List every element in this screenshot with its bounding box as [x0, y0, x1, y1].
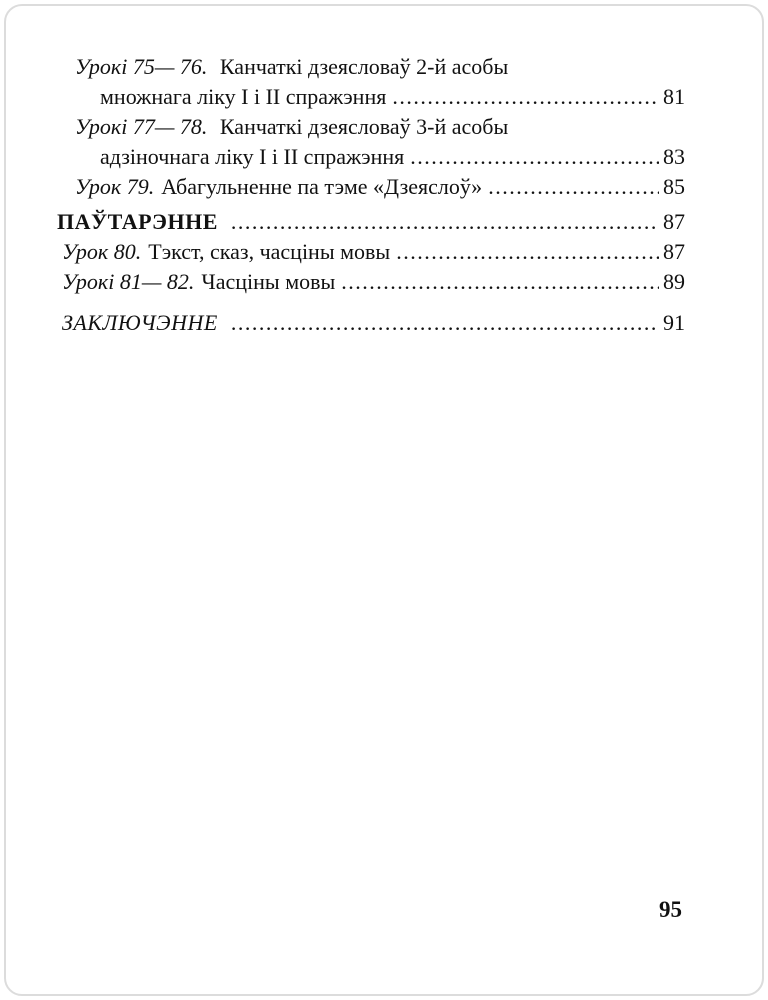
- toc-page-number: 83: [663, 144, 685, 169]
- table-of-contents: [0, 0, 768, 338]
- toc-entry-line: [57, 308, 685, 338]
- toc-entry-line: [57, 142, 685, 172]
- dot-leader: [488, 172, 659, 202]
- toc-entry-line: [57, 112, 685, 142]
- toc-section-heading: [57, 207, 685, 237]
- toc-entry-text: Канчаткі дзеясловаў 2-й асобы: [219, 54, 509, 79]
- toc-entry-label: Урок 80.: [62, 239, 142, 264]
- toc-page-number: 91: [663, 310, 685, 335]
- toc-page-number: 85: [663, 174, 685, 199]
- toc-entry-text: Часціны мовы: [201, 269, 336, 294]
- toc-page-number: 89: [663, 269, 685, 294]
- toc-entry-label: Урокі 81— 82.: [62, 269, 195, 294]
- toc-entry-line: [57, 237, 685, 267]
- toc-page-number: 81: [663, 84, 685, 109]
- toc-entry-line: [57, 172, 685, 202]
- dot-leader: [392, 82, 659, 112]
- toc-entry-text: множнага ліку І і ІІ спражэння: [100, 84, 387, 109]
- dot-leader: [410, 142, 659, 172]
- toc-entry-line: [57, 82, 685, 112]
- toc-entry: [57, 172, 685, 202]
- toc-entry-text: Канчаткі дзеясловаў 3-й асобы: [219, 114, 509, 139]
- toc-entry: [57, 52, 685, 112]
- dot-leader: [231, 308, 659, 338]
- toc-entry: [57, 237, 685, 267]
- toc-section-heading: [57, 308, 685, 338]
- toc-entry-label: Урок 79.: [75, 174, 155, 199]
- toc-entry-text: Тэкст, сказ, часціны мовы: [148, 239, 391, 264]
- toc-page-number: 87: [663, 209, 685, 234]
- toc-entry: [57, 267, 685, 297]
- dot-leader: [341, 267, 659, 297]
- toc-entry-line: [57, 207, 685, 237]
- dot-leader: [396, 237, 659, 267]
- toc-entry-line: [57, 267, 685, 297]
- toc-section-label: ЗАКЛЮЧЭННЕ: [62, 310, 218, 335]
- toc-entry-label: Урокі 77— 78.: [75, 114, 208, 139]
- page-number: 95: [659, 897, 682, 922]
- toc-entry-label: Урокі 75— 76.: [75, 54, 208, 79]
- dot-leader: [231, 207, 659, 237]
- toc-entry-text: адзіночнага ліку І і ІІ спражэння: [100, 144, 405, 169]
- toc-page-number: 87: [663, 239, 685, 264]
- toc-entry: [57, 112, 685, 172]
- toc-section-label: ПАЎТАРЭННЕ: [57, 209, 218, 234]
- toc-entry-text: Абагульненне па тэме «Дзеяслоў»: [161, 174, 483, 199]
- toc-entry-line: [57, 52, 685, 82]
